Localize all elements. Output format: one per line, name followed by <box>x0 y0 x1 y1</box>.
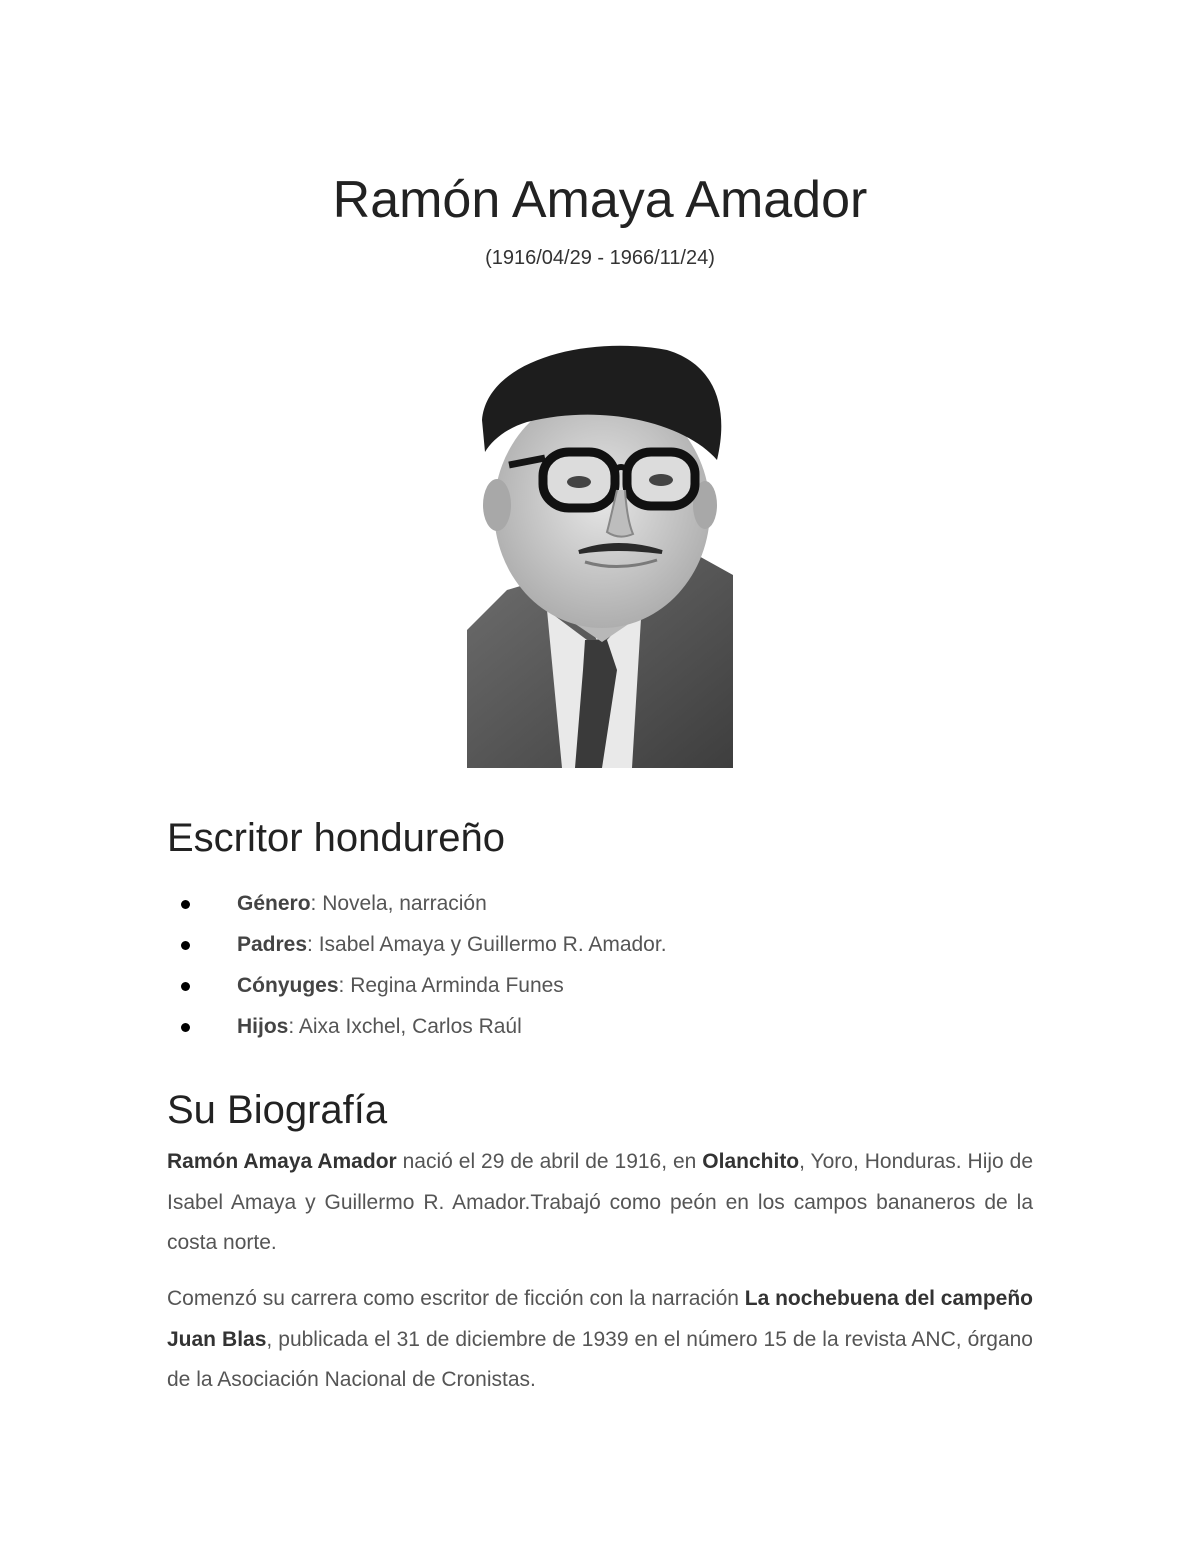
list-item <box>167 886 1047 927</box>
life-dates: (1916/04/29 - 1966/11/24) <box>485 247 715 269</box>
list-item <box>167 927 1047 968</box>
fact-value: Aixa Ixchel, Carlos Raúl <box>298 1015 522 1038</box>
fact-label: Género <box>237 892 311 915</box>
fact-separator: : <box>288 1015 299 1038</box>
fact-label: Padres <box>237 933 308 956</box>
fact-label: Cónyuges <box>237 974 339 997</box>
birthplace: Olanchito <box>702 1150 800 1173</box>
paragraph-text: , publicada el 31 de diciembre de 1939 en el número 15 de la revista ANC, órgano de la Asociación Nacional de Cronistas. <box>167 1327 1033 1391</box>
bullet-icon <box>181 982 190 991</box>
fact-value: Isabel Amaya y Guillermo R. Amador. <box>318 933 667 956</box>
bullet-icon <box>181 900 190 909</box>
portrait-image <box>467 340 733 768</box>
bullet-icon <box>181 1023 190 1032</box>
person-name: Ramón Amaya Amador <box>167 1150 397 1173</box>
fact-separator: : <box>307 933 319 956</box>
fact-label: Hijos <box>237 1015 289 1038</box>
biography-paragraph-1 <box>167 1142 1033 1264</box>
fact-separator: : <box>310 892 323 915</box>
fact-separator: : <box>338 974 351 997</box>
paragraph-text: , Yoro, Honduras. Hijo de Isabel Amaya y Guillermo R. Amador.Trabajó como peón en los campos bananeros de la costa norte. <box>167 1150 1034 1254</box>
page-title: Ramón Amaya Amador <box>332 171 868 229</box>
biography-paragraph-2 <box>167 1279 1033 1401</box>
paragraph-text: Comenzó su carrera como escritor de ficción con la narración <box>167 1287 745 1310</box>
bullet-icon <box>181 941 190 950</box>
work-title: La nochebuena del campeño Juan Blas <box>167 1287 1033 1351</box>
facts-list <box>167 886 1047 1050</box>
list-item <box>167 968 1047 1009</box>
paragraph-text: nació el 29 de abril de 1916, en <box>396 1150 703 1173</box>
section-heading-biography: Su Biografía <box>167 1088 388 1132</box>
list-item <box>167 1009 1047 1050</box>
fact-value: Regina Arminda Funes <box>350 974 564 997</box>
fact-value: Novela, narración <box>322 892 487 915</box>
section-heading-profile: Escritor hondureño <box>167 816 505 860</box>
